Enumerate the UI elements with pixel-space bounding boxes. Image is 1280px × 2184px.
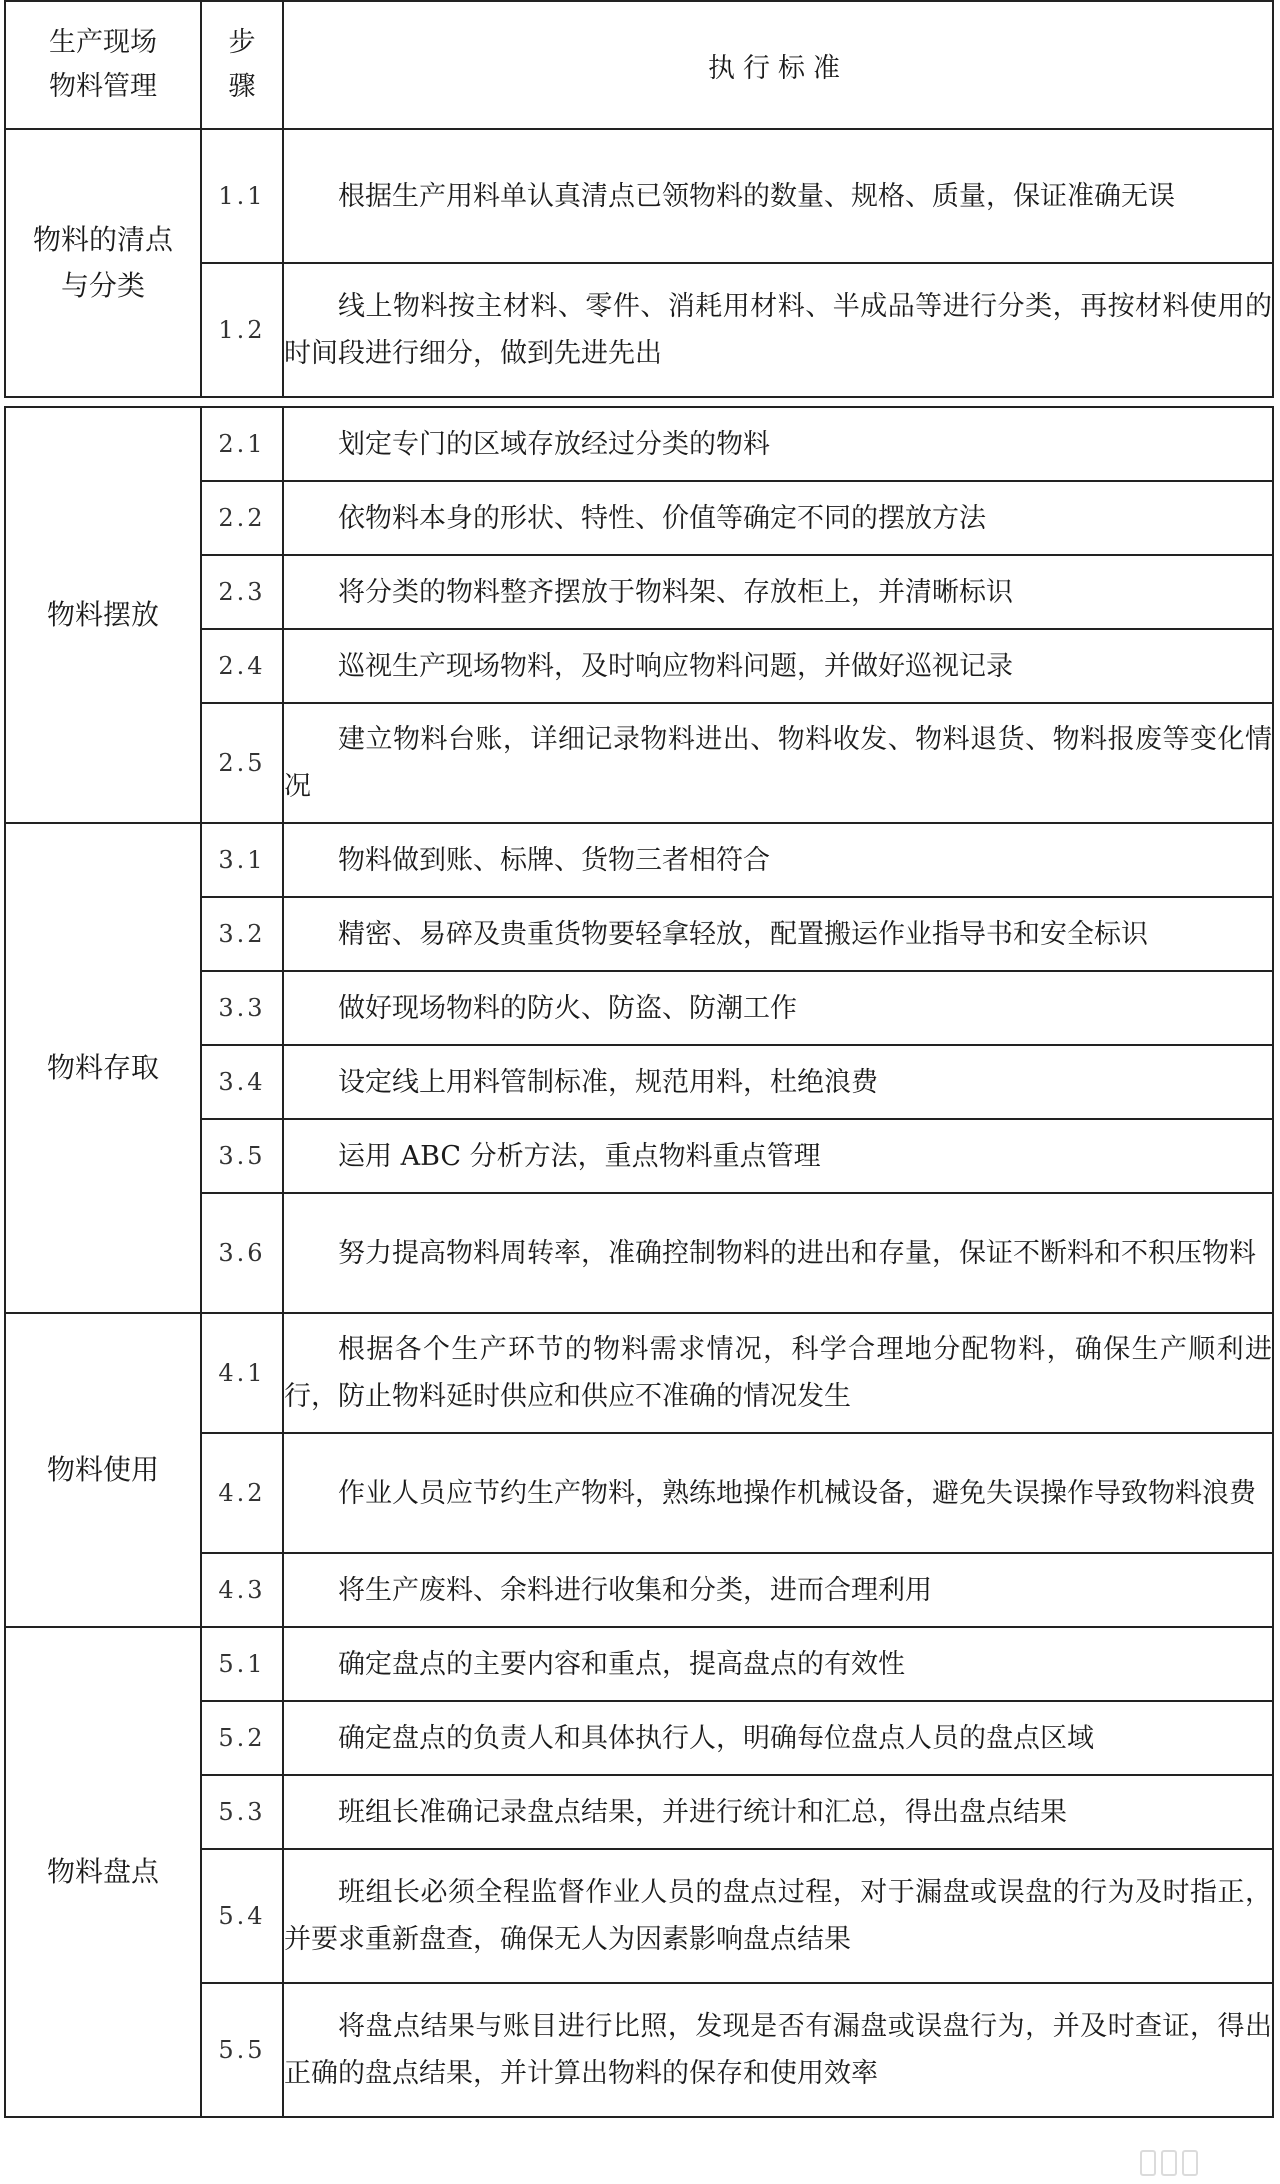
step-text: 将分类的物料整齐摆放于物料架、存放柜上，并清晰标识 <box>283 555 1273 629</box>
step-text: 作业人员应节约生产物料，熟练地操作机械设备，避免失误操作导致物料浪费 <box>283 1433 1273 1553</box>
step-number: 2.3 <box>201 555 283 629</box>
table-row <box>5 129 1273 263</box>
step-text: 班组长准确记录盘点结果，并进行统计和汇总，得出盘点结果 <box>283 1775 1273 1849</box>
watermark-icon <box>1140 2150 1210 2180</box>
step-text: 线上物料按主材料、零件、消耗用材料、半成品等进行分类，再按材料使用的时间段进行细分，做到先进先出 <box>283 263 1273 397</box>
step-text: 依物料本身的形状、特性、价值等确定不同的摆放方法 <box>283 481 1273 555</box>
header-standard: 执行标准 <box>283 1 1273 129</box>
watermark-bar <box>1182 2150 1198 2176</box>
step-number: 3.4 <box>201 1045 283 1119</box>
step-text: 班组长必须全程监督作业人员的盘点过程，对于漏盘或误盘的行为及时指正，并要求重新盘查，确保无人为因素影响盘点结果 <box>283 1849 1273 1983</box>
header-step-line1: 步 <box>228 27 256 58</box>
step-number: 4.3 <box>201 1553 283 1627</box>
table-row <box>5 1313 1273 1433</box>
section-name-line2: 与分类 <box>60 269 145 302</box>
section-gap <box>5 397 1273 407</box>
section-name-placement: 物料摆放 <box>5 407 201 823</box>
section-name-counting <box>5 129 201 397</box>
table-row <box>5 823 1273 897</box>
section-name-inventory: 物料盘点 <box>5 1627 201 2117</box>
material-management-table <box>4 0 1274 2118</box>
step-text: 巡视生产现场物料，及时响应物料问题，并做好巡视记录 <box>283 629 1273 703</box>
step-number: 5.5 <box>201 1983 283 2117</box>
step-number: 2.2 <box>201 481 283 555</box>
step-number: 2.5 <box>201 703 283 823</box>
step-text: 将盘点结果与账目进行比照，发现是否有漏盘或误盘行为，并及时查证，得出正确的盘点结果，并计算出物料的保存和使用效率 <box>283 1983 1273 2117</box>
step-text: 做好现场物料的防火、防盗、防潮工作 <box>283 971 1273 1045</box>
step-number: 1.2 <box>201 263 283 397</box>
section-name-line1: 物料的清点 <box>32 223 173 256</box>
header-category <box>5 1 201 129</box>
step-number: 3.3 <box>201 971 283 1045</box>
section-name-usage: 物料使用 <box>5 1313 201 1627</box>
step-number: 5.3 <box>201 1775 283 1849</box>
watermark-bar <box>1140 2150 1156 2176</box>
header-category-line2: 物料管理 <box>49 71 157 102</box>
watermark-bar <box>1161 2150 1177 2176</box>
step-number: 5.2 <box>201 1701 283 1775</box>
step-text: 建立物料台账，详细记录物料进出、物料收发、物料退货、物料报废等变化情况 <box>283 703 1273 823</box>
header-category-line1: 生产现场 <box>49 27 157 58</box>
step-text: 努力提高物料周转率，准确控制物料的进出和存量，保证不断料和不积压物料 <box>283 1193 1273 1313</box>
step-number: 3.5 <box>201 1119 283 1193</box>
table-row <box>5 407 1273 481</box>
section-name-storage: 物料存取 <box>5 823 201 1313</box>
step-text: 确定盘点的负责人和具体执行人，明确每位盘点人员的盘点区域 <box>283 1701 1273 1775</box>
step-number: 3.1 <box>201 823 283 897</box>
table-header-row <box>5 1 1273 129</box>
step-text: 确定盘点的主要内容和重点，提高盘点的有效性 <box>283 1627 1273 1701</box>
step-text: 根据生产用料单认真清点已领物料的数量、规格、质量，保证准确无误 <box>283 129 1273 263</box>
step-text: 将生产废料、余料进行收集和分类，进而合理利用 <box>283 1553 1273 1627</box>
step-number: 3.6 <box>201 1193 283 1313</box>
step-number: 4.2 <box>201 1433 283 1553</box>
header-step <box>201 1 283 129</box>
step-text: 根据各个生产环节的物料需求情况，科学合理地分配物料，确保生产顺利进行，防止物料延时供应和供应不准确的情况发生 <box>283 1313 1273 1433</box>
step-text: 物料做到账、标牌、货物三者相符合 <box>283 823 1273 897</box>
step-number: 2.1 <box>201 407 283 481</box>
step-number: 1.1 <box>201 129 283 263</box>
step-number: 4.1 <box>201 1313 283 1433</box>
header-step-line2: 骤 <box>228 71 256 102</box>
step-number: 5.4 <box>201 1849 283 1983</box>
step-text: 精密、易碎及贵重货物要轻拿轻放，配置搬运作业指导书和安全标识 <box>283 897 1273 971</box>
table-row <box>5 1627 1273 1701</box>
step-text: 设定线上用料管制标准，规范用料，杜绝浪费 <box>283 1045 1273 1119</box>
step-number: 3.2 <box>201 897 283 971</box>
step-text: 划定专门的区域存放经过分类的物料 <box>283 407 1273 481</box>
step-number: 2.4 <box>201 629 283 703</box>
step-text: 运用 ABC 分析方法，重点物料重点管理 <box>283 1119 1273 1193</box>
step-number: 5.1 <box>201 1627 283 1701</box>
